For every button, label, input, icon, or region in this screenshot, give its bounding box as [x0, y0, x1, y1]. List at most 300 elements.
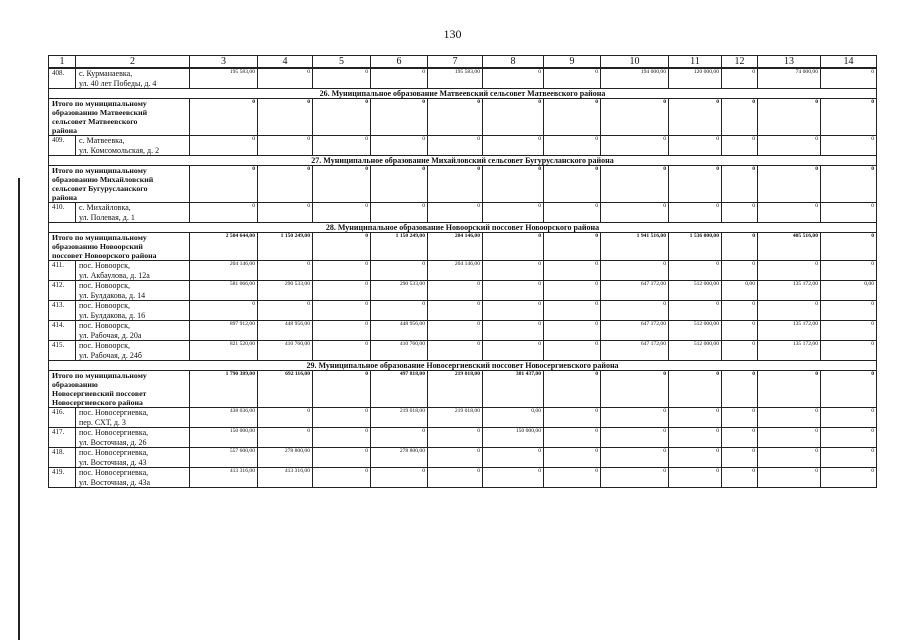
amount-cell: 647 172,00 [601, 321, 669, 341]
amount-cell: 0 [544, 448, 601, 468]
column-header: 9 [544, 56, 601, 69]
amount-cell: 0 [722, 68, 758, 89]
amount-cell: 413 316,00 [190, 468, 258, 488]
address-line-1: пос. Новосергиевка, [79, 468, 149, 477]
address-line-2: ул. Полевая, д. 1 [79, 212, 135, 222]
amount-cell: 135 172,00 [758, 321, 821, 341]
column-header: 5 [313, 56, 371, 69]
amount-cell: 0 [821, 321, 877, 341]
amount-cell: 0 [722, 99, 758, 136]
amount-cell: 0 [669, 468, 722, 488]
column-header: 12 [722, 56, 758, 69]
amount-cell: 0 [483, 68, 544, 89]
amount-cell: 512 000,00 [669, 281, 722, 301]
amount-cell: 410 760,00 [258, 341, 313, 361]
amount-cell: 0 [669, 166, 722, 203]
row-number: 415. [49, 341, 76, 361]
amount-cell: 0 [544, 428, 601, 448]
amount-cell: 0 [669, 371, 722, 408]
amount-cell: 0 [601, 468, 669, 488]
section-header-row [49, 89, 877, 99]
amount-cell: 0 [821, 166, 877, 203]
amount-cell: 0 [601, 166, 669, 203]
address-cell [76, 468, 190, 488]
address-cell [76, 301, 190, 321]
amount-cell: 381 437,00 [483, 371, 544, 408]
amount-cell: 0 [190, 166, 258, 203]
column-header: 1 [49, 56, 76, 69]
address-cell [76, 321, 190, 341]
address-line-1: с. Матвеевка, [79, 136, 125, 145]
amount-cell: 0 [722, 166, 758, 203]
page-number: 130 [443, 27, 462, 41]
amount-cell: 219 018,00 [428, 371, 483, 408]
amount-cell: 0 [544, 136, 601, 156]
amount-cell: 0 [722, 468, 758, 488]
total-row [49, 166, 877, 203]
amount-cell: 0 [258, 301, 313, 321]
amount-cell: 0 [258, 408, 313, 428]
address-line-2: ул. Восточная, д. 43 [79, 457, 147, 467]
address-cell [76, 203, 190, 223]
address-line-2: ул. Восточная, д. 43а [79, 477, 151, 487]
column-header: 8 [483, 56, 544, 69]
amount-cell: 0 [258, 166, 313, 203]
amount-cell: 0 [669, 428, 722, 448]
amount-cell: 1 150 249,00 [371, 233, 428, 261]
address-line-2: ул. Булдакова, д. 14 [79, 290, 146, 300]
section-header-row [49, 223, 877, 233]
amount-cell: 0 [313, 448, 371, 468]
column-header: 3 [190, 56, 258, 69]
amount-cell: 410 760,00 [371, 341, 428, 361]
amount-cell: 0 [669, 203, 722, 223]
amount-cell: 0 [313, 371, 371, 408]
amount-cell: 120 000,00 [669, 68, 722, 89]
amount-cell: 195 583,00 [190, 68, 258, 89]
amount-cell: 1 790 389,00 [190, 371, 258, 408]
amount-cell: 0 [371, 468, 428, 488]
amount-cell: 0 [544, 203, 601, 223]
amount-cell: 0 [371, 166, 428, 203]
amount-cell: 0 [371, 301, 428, 321]
amount-cell: 219 018,00 [428, 408, 483, 428]
address-line-2: ул. Восточная, д. 26 [79, 437, 147, 447]
section-title: 26. Муниципальное образование Матвеевский сельсовет Матвеевского района [49, 89, 877, 99]
section-title: 29. Муниципальное образование Новосергиевский поссовет Новосергиевского района [49, 361, 877, 371]
amount-cell: 0 [258, 136, 313, 156]
amount-cell: 0 [190, 203, 258, 223]
amount-cell: 0 [722, 448, 758, 468]
total-label-line: сельсовет Матвеевского [52, 117, 138, 126]
amount-cell: 0 [483, 166, 544, 203]
amount-cell: 0 [371, 136, 428, 156]
address-cell [76, 281, 190, 301]
table-row [49, 261, 877, 281]
amount-cell: 0 [544, 99, 601, 136]
table-row [49, 321, 877, 341]
section-title: 27. Муниципальное образование Михайловский сельсовет Бугурусланского района [49, 156, 877, 166]
amount-cell: 0 [483, 233, 544, 261]
section-header-row [49, 361, 877, 371]
amount-cell: 0 [544, 321, 601, 341]
amount-cell: 0 [758, 408, 821, 428]
amount-cell: 0 [258, 99, 313, 136]
amount-cell: 0 [190, 136, 258, 156]
amount-cell: 1 150 249,00 [258, 233, 313, 261]
amount-cell: 0 [758, 301, 821, 321]
amount-cell: 0 [313, 136, 371, 156]
amount-cell: 0 [313, 68, 371, 89]
total-label-line: района [52, 193, 78, 202]
amount-cell: 0 [483, 281, 544, 301]
total-label-line: Итого по муниципальному [52, 166, 147, 175]
row-number: 411. [49, 261, 76, 281]
amount-cell: 0 [722, 408, 758, 428]
amount-cell: 0 [601, 428, 669, 448]
total-label [49, 166, 190, 203]
amount-cell: 0 [483, 99, 544, 136]
amount-cell: 0 [544, 301, 601, 321]
amount-cell: 0 [669, 301, 722, 321]
amount-cell: 0 [371, 68, 428, 89]
address-cell [76, 136, 190, 156]
column-header: 10 [601, 56, 669, 69]
column-header: 6 [371, 56, 428, 69]
amount-cell: 0 [601, 301, 669, 321]
column-header: 7 [428, 56, 483, 69]
amount-cell: 448 956,00 [258, 321, 313, 341]
amount-cell: 0 [758, 99, 821, 136]
table-row [49, 408, 877, 428]
table-row [49, 136, 877, 156]
table-row [49, 68, 877, 89]
table-row [49, 428, 877, 448]
amount-cell: 0 [483, 341, 544, 361]
row-number: 417. [49, 428, 76, 448]
amount-cell: 0 [722, 428, 758, 448]
amount-cell: 0,00 [722, 281, 758, 301]
binder-edge-line [18, 178, 20, 640]
amount-cell: 448 956,00 [371, 321, 428, 341]
amount-cell: 0 [722, 301, 758, 321]
amount-cell: 0 [722, 261, 758, 281]
amount-cell: 290 533,00 [258, 281, 313, 301]
amount-cell: 0 [669, 99, 722, 136]
address-line-1: пос. Новосергиевка, [79, 408, 149, 417]
row-number: 410. [49, 203, 76, 223]
total-label [49, 233, 190, 261]
amount-cell: 0 [483, 136, 544, 156]
amount-cell: 821 520,00 [190, 341, 258, 361]
total-label-line: поссовет Новоорского района [52, 251, 157, 260]
total-row [49, 99, 877, 136]
address-line-2: ул. 40 лет Победы, д. 4 [79, 78, 157, 88]
amount-cell: 0 [544, 166, 601, 203]
amount-cell: 150 000,00 [483, 428, 544, 448]
amount-cell: 0 [821, 428, 877, 448]
amount-cell: 0 [601, 136, 669, 156]
amount-cell: 204 146,00 [428, 261, 483, 281]
total-label-line: образованию Матвеевский [52, 108, 148, 117]
amount-cell: 0 [758, 261, 821, 281]
total-label [49, 371, 190, 408]
amount-cell: 0 [371, 261, 428, 281]
table-row [49, 301, 877, 321]
amount-cell: 0 [544, 341, 601, 361]
amount-cell: 0 [544, 281, 601, 301]
address-line-1: с. Михайловка, [79, 203, 131, 212]
amount-cell: 135 172,00 [758, 281, 821, 301]
amount-cell: 0 [758, 468, 821, 488]
amount-cell: 0 [758, 428, 821, 448]
amount-cell: 0 [601, 203, 669, 223]
address-cell [76, 448, 190, 468]
amount-cell: 0 [428, 341, 483, 361]
amount-cell: 194 000,00 [601, 68, 669, 89]
amount-cell: 0 [428, 166, 483, 203]
amount-cell: 0 [371, 203, 428, 223]
address-line-2: ул. Булдакова, д. 16 [79, 310, 146, 320]
amount-cell: 0 [722, 136, 758, 156]
amount-cell: 0 [258, 261, 313, 281]
address-line-1: пос. Новоорск, [79, 281, 130, 290]
column-header-row [49, 56, 877, 69]
amount-cell: 0 [601, 261, 669, 281]
amount-cell: 0 [313, 301, 371, 321]
amount-cell: 0 [758, 203, 821, 223]
amount-cell: 0 [669, 448, 722, 468]
amount-cell: 413 316,00 [258, 468, 313, 488]
address-cell [76, 408, 190, 428]
total-label-line: Новосергиевский поссовет [52, 389, 147, 398]
row-number: 409. [49, 136, 76, 156]
section-title: 28. Муниципальное образование Новоорский поссовет Новоорского района [49, 223, 877, 233]
amount-cell: 0 [601, 408, 669, 428]
table-body [49, 56, 877, 488]
amount-cell: 219 018,00 [371, 408, 428, 428]
amount-cell: 195 583,00 [428, 68, 483, 89]
amount-cell: 135 172,00 [758, 341, 821, 361]
amount-cell: 0 [313, 99, 371, 136]
amount-cell: 0 [669, 136, 722, 156]
amount-cell: 1 941 516,00 [601, 233, 669, 261]
amount-cell: 0 [821, 468, 877, 488]
amount-cell: 0 [313, 468, 371, 488]
amount-cell: 0 [483, 301, 544, 321]
amount-cell: 0 [313, 428, 371, 448]
address-line-1: пос. Новоорск, [79, 341, 130, 350]
amount-cell: 0 [821, 301, 877, 321]
table-row [49, 281, 877, 301]
amount-cell: 0 [313, 321, 371, 341]
address-cell [76, 68, 190, 89]
amount-cell: 0 [258, 203, 313, 223]
row-number: 419. [49, 468, 76, 488]
amount-cell: 0 [821, 99, 877, 136]
amount-cell: 0 [821, 408, 877, 428]
amount-cell: 0 [544, 233, 601, 261]
amount-cell: 0 [313, 261, 371, 281]
total-label-line: Итого по муниципальному [52, 99, 147, 108]
amount-cell: 0 [313, 341, 371, 361]
amount-cell: 438 036,00 [190, 408, 258, 428]
amount-cell: 0 [758, 371, 821, 408]
amount-cell: 497 818,00 [371, 371, 428, 408]
amount-cell: 0 [722, 233, 758, 261]
amount-cell: 0 [190, 99, 258, 136]
amount-cell: 0 [428, 448, 483, 468]
amount-cell: 647 172,00 [601, 281, 669, 301]
amount-cell: 278 800,00 [258, 448, 313, 468]
amount-cell: 0 [758, 166, 821, 203]
amount-cell: 0 [821, 233, 877, 261]
column-header: 11 [669, 56, 722, 69]
address-line-1: пос. Новоорск, [79, 321, 130, 330]
amount-cell: 557 600,00 [190, 448, 258, 468]
amount-cell: 647 172,00 [601, 341, 669, 361]
amount-cell: 0 [722, 341, 758, 361]
amount-cell: 0 [758, 448, 821, 468]
amount-cell: 581 066,00 [190, 281, 258, 301]
section-header-row [49, 156, 877, 166]
amount-cell: 0 [428, 99, 483, 136]
total-label-line: района [52, 126, 78, 135]
amount-cell: 405 516,00 [758, 233, 821, 261]
amount-cell: 0 [483, 468, 544, 488]
table-row [49, 448, 877, 468]
amount-cell: 0 [821, 448, 877, 468]
amount-cell: 0 [428, 321, 483, 341]
address-cell [76, 428, 190, 448]
table-row [49, 203, 877, 223]
row-number: 414. [49, 321, 76, 341]
amount-cell: 0 [483, 448, 544, 468]
address-line-2: ул. Комсомольская, д. 2 [79, 145, 160, 155]
amount-cell: 0 [313, 408, 371, 428]
amount-cell: 512 000,00 [669, 321, 722, 341]
amount-cell: 0,00 [821, 281, 877, 301]
column-header: 13 [758, 56, 821, 69]
address-line-1: пос. Новоорск, [79, 301, 130, 310]
amount-cell: 0 [669, 261, 722, 281]
amount-cell: 0 [313, 233, 371, 261]
amount-cell: 692 116,00 [258, 371, 313, 408]
address-line-1: пос. Новосергиевка, [79, 448, 149, 457]
amount-cell: 0 [190, 301, 258, 321]
amount-cell: 150 000,00 [190, 428, 258, 448]
total-row [49, 233, 877, 261]
amount-cell: 0 [544, 408, 601, 428]
amount-cell: 0 [483, 261, 544, 281]
row-number: 413. [49, 301, 76, 321]
amount-cell: 0 [371, 99, 428, 136]
amount-cell: 512 000,00 [669, 341, 722, 361]
amount-cell: 0 [601, 448, 669, 468]
amount-cell: 74 000,00 [758, 68, 821, 89]
address-line-1: с. Курманаевка, [79, 69, 133, 78]
address-line-2: ул. Рабочая, д. 24б [79, 350, 142, 360]
amount-cell: 0 [821, 68, 877, 89]
address-cell [76, 341, 190, 361]
amount-cell: 0,00 [483, 408, 544, 428]
amount-cell: 0 [544, 468, 601, 488]
total-label-line: сельсовет Бугурусланского [52, 184, 148, 193]
amount-cell: 0 [428, 468, 483, 488]
amount-cell: 0 [428, 136, 483, 156]
amount-cell: 0 [601, 371, 669, 408]
amount-cell: 2 504 644,00 [190, 233, 258, 261]
table-row [49, 468, 877, 488]
address-line-2: пер. СХТ, д. 3 [79, 417, 126, 427]
total-label-line: образованию Михайловский [52, 175, 154, 184]
total-label-line: образованию [52, 380, 98, 389]
amount-cell: 1 536 000,00 [669, 233, 722, 261]
amount-cell: 0 [428, 203, 483, 223]
amount-cell: 0 [758, 136, 821, 156]
address-line-2: ул. Акбаулова, д. 12а [79, 270, 150, 280]
amount-cell: 0 [821, 261, 877, 281]
row-number: 418. [49, 448, 76, 468]
amount-cell: 0 [428, 428, 483, 448]
amount-cell: 897 912,00 [190, 321, 258, 341]
amount-cell: 0 [821, 203, 877, 223]
amount-cell: 278 800,00 [371, 448, 428, 468]
column-header: 4 [258, 56, 313, 69]
amount-cell: 0 [313, 281, 371, 301]
total-row [49, 371, 877, 408]
column-header: 2 [76, 56, 190, 69]
address-line-1: пос. Новосергиевка, [79, 428, 149, 437]
total-label-line: образованию Новоорский [52, 242, 143, 251]
amount-cell: 0 [722, 321, 758, 341]
address-cell [76, 261, 190, 281]
column-header: 14 [821, 56, 877, 69]
amount-cell: 0 [428, 281, 483, 301]
total-label [49, 99, 190, 136]
amount-cell: 290 533,00 [371, 281, 428, 301]
amount-cell: 204 146,00 [428, 233, 483, 261]
amount-cell: 0 [669, 408, 722, 428]
row-number: 408. [49, 68, 76, 89]
amount-cell: 0 [722, 371, 758, 408]
row-number: 416. [49, 408, 76, 428]
total-label-line: Итого по муниципальному [52, 371, 147, 380]
total-label-line: Новосергиевского района [52, 398, 143, 407]
row-number: 412. [49, 281, 76, 301]
amount-cell: 0 [722, 203, 758, 223]
amount-cell: 0 [544, 371, 601, 408]
amount-cell: 0 [483, 321, 544, 341]
total-label-line: Итого по муниципальному [52, 233, 147, 242]
amount-cell: 0 [258, 428, 313, 448]
amount-cell: 0 [313, 203, 371, 223]
amount-cell: 0 [544, 261, 601, 281]
amount-cell: 0 [544, 68, 601, 89]
address-line-1: пос. Новоорск, [79, 261, 130, 270]
amount-cell: 0 [821, 341, 877, 361]
register-table [48, 55, 877, 488]
amount-cell: 0 [483, 203, 544, 223]
amount-cell: 0 [371, 428, 428, 448]
amount-cell: 0 [601, 99, 669, 136]
amount-cell: 204 146,00 [190, 261, 258, 281]
table-row [49, 341, 877, 361]
amount-cell: 0 [258, 68, 313, 89]
amount-cell: 0 [313, 166, 371, 203]
amount-cell: 0 [428, 301, 483, 321]
amount-cell: 0 [821, 371, 877, 408]
